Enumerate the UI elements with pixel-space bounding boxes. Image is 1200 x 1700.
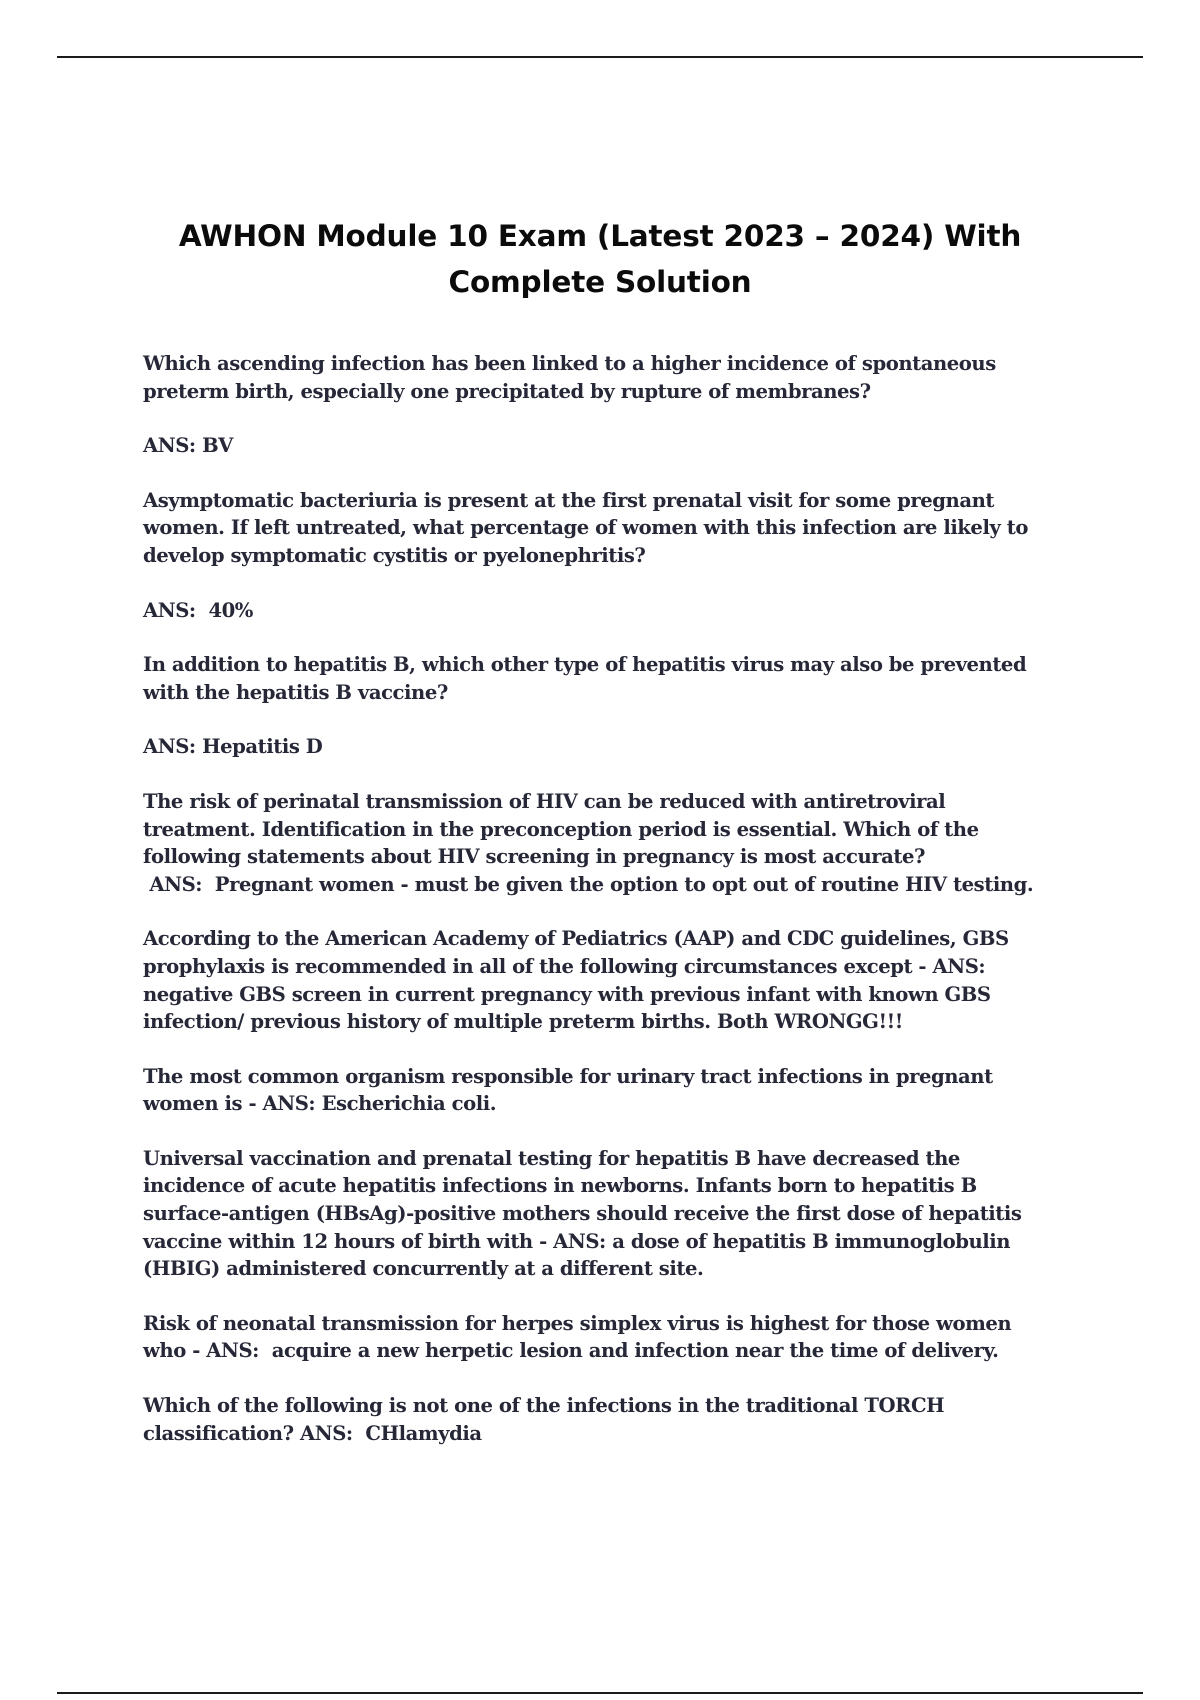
answer-line: ANS: Pregnant women - must be given the option to opt out of routine HIV testing. (143, 872, 1034, 896)
text-line: who - ANS: acquire a new herpetic lesion and infection near the time of delivery. (143, 1339, 999, 1363)
text-line: develop symptomatic cystitis or pyelonephritis? (143, 543, 646, 567)
title-line-1: AWHON Module 10 Exam (Latest 2023 – 2024) With (178, 219, 1022, 253)
text-line: negative GBS screen in current pregnancy with previous infant with known GBS (143, 982, 991, 1006)
question-block-3 (143, 651, 1043, 706)
text-line: Which ascending infection has been linked to a higher incidence of spontaneous (143, 352, 996, 375)
title-line-2: Complete Solution (448, 265, 752, 299)
text-line: women is - ANS: Escherichia coli. (143, 1092, 497, 1116)
answer-line: ANS: 40% (143, 598, 253, 622)
text-line: Which of the following is not one of the infections in the traditional TORCH (143, 1394, 945, 1418)
question-block-6 (143, 1063, 1043, 1118)
question-block-4 (143, 788, 1043, 898)
top-rule (57, 56, 1143, 58)
text-line: The most common organism responsible for urinary tract infections in pregnant (143, 1064, 993, 1088)
text-line: vaccine within 12 hours of birth with - ANS: a dose of hepatitis B immunoglobulin (143, 1229, 1011, 1253)
question-block-1 (143, 350, 1043, 405)
text-line: classification? ANS: CHlamydia (143, 1421, 482, 1445)
text-line: surface-antigen (HBsAg)-positive mothers should receive the first dose of hepatitis (143, 1202, 1022, 1226)
answer-block-2 (143, 597, 1043, 625)
text-line: incidence of acute hepatitis infections in newborns. Infants born to hepatitis B (143, 1174, 977, 1198)
question-block-7 (143, 1145, 1043, 1283)
answer-line: ANS: Hepatitis D (143, 735, 323, 759)
text-line: preterm birth, especially one precipitated by rupture of membranes? (143, 379, 871, 403)
text-line: with the hepatitis B vaccine? (143, 680, 448, 704)
text-line: following statements about HIV screening in pregnancy is most accurate? (143, 845, 926, 869)
text-line: prophylaxis is recommended in all of the following circumstances except - ANS: (143, 954, 986, 978)
answer-block-3 (143, 733, 1043, 761)
text-line: The risk of perinatal transmission of HIV can be reduced with antiretroviral (143, 789, 946, 813)
text-line: treatment. Identification in the preconception period is essential. Which of the (143, 817, 979, 841)
page-title (100, 213, 1100, 305)
text-line: According to the American Academy of Pediatrics (AAP) and CDC guidelines, GBS (143, 927, 1009, 951)
answer-line: ANS: BV (143, 434, 233, 458)
question-block-2 (143, 487, 1043, 570)
answer-block-1 (143, 432, 1043, 460)
bottom-rule (57, 1692, 1143, 1694)
qa-content (143, 350, 1043, 1447)
question-block-8 (143, 1310, 1043, 1365)
question-block-9 (143, 1392, 1043, 1447)
text-line: Risk of neonatal transmission for herpes simplex virus is highest for those women (143, 1311, 1012, 1335)
text-line: Asymptomatic bacteriuria is present at the first prenatal visit for some pregnant (143, 488, 994, 512)
text-line: In addition to hepatitis B, which other type of hepatitis virus may also be prevented (143, 653, 1027, 677)
text-line: Universal vaccination and prenatal testing for hepatitis B have decreased the (143, 1146, 960, 1170)
text-line: (HBIG) administered concurrently at a different site. (143, 1257, 704, 1281)
question-block-5 (143, 925, 1043, 1035)
text-line: women. If left untreated, what percentage of women with this infection are likely to (143, 516, 1028, 540)
text-line: infection/ previous history of multiple preterm births. Both WRONGG!!! (143, 1010, 903, 1034)
